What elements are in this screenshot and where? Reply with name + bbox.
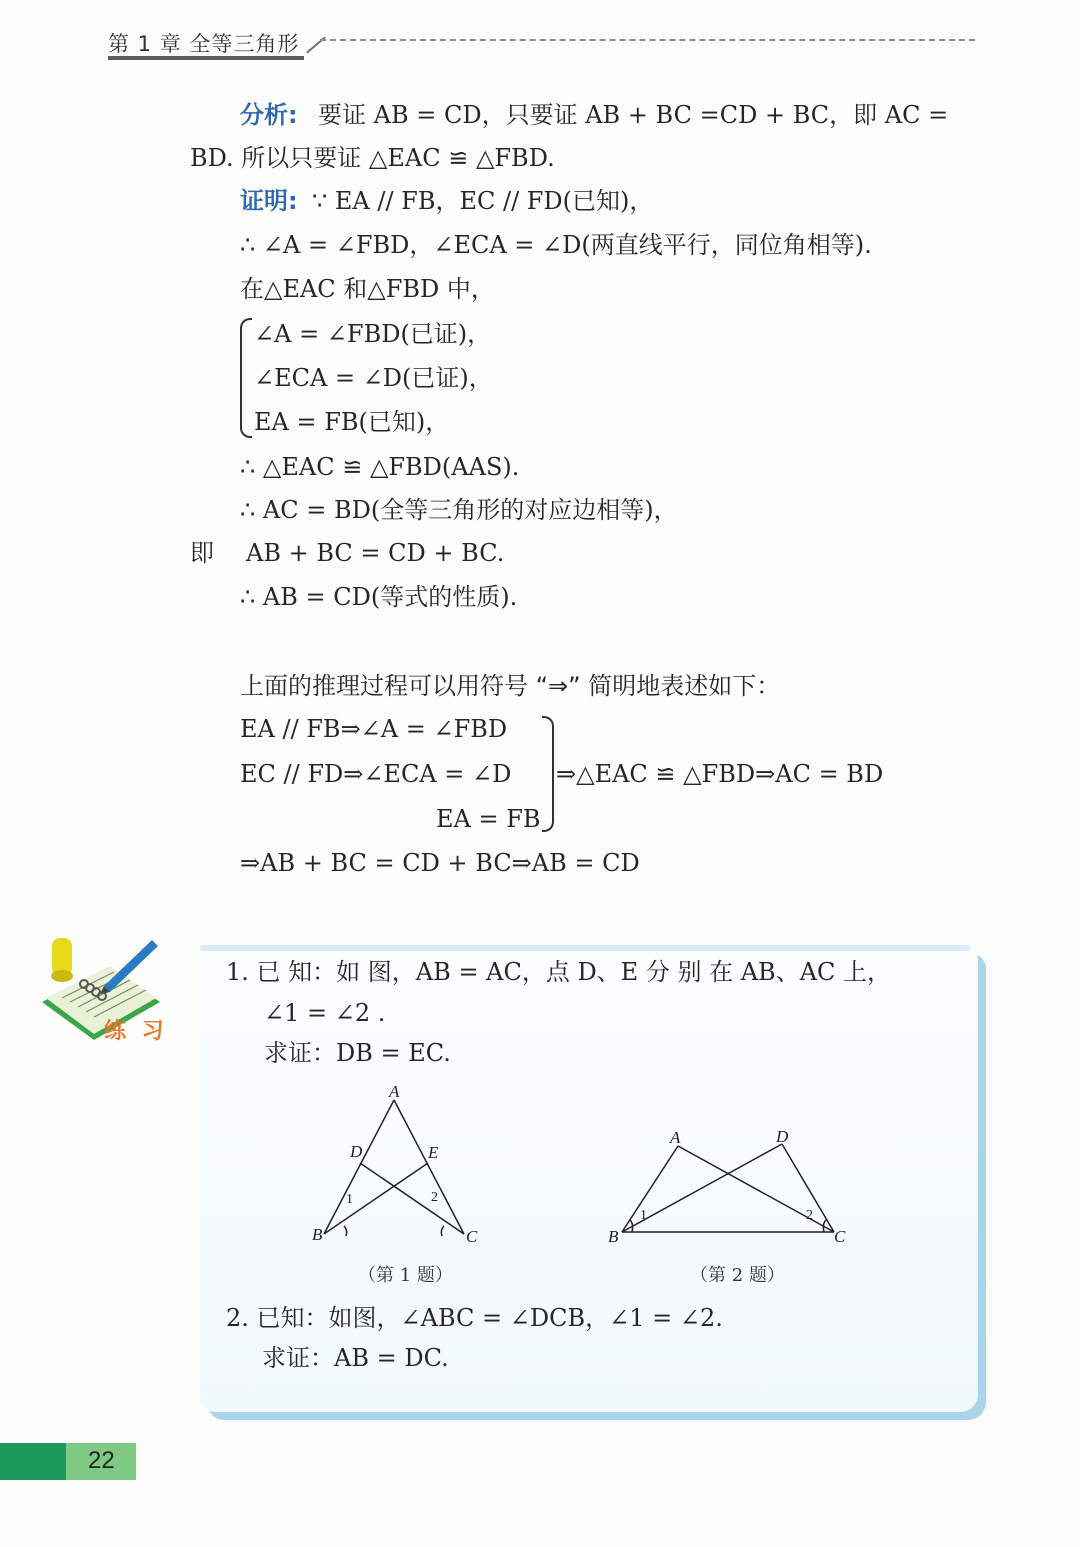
fig1-label-2: 2 [431, 1190, 438, 1205]
page-number-tab-dark [0, 1443, 66, 1480]
symbolic-brace [542, 716, 554, 832]
exercise-box-top-band [200, 945, 970, 951]
header-underline [108, 56, 304, 60]
fig2-side-ab [622, 1146, 678, 1232]
q1-line-2: ∠1 = ∠2 . [264, 999, 386, 1027]
proof-label: 证明: [240, 187, 298, 215]
proof-line-5: ∴ AC = BD(全等三角形的对应边相等)， [240, 496, 678, 524]
proof-brace [240, 318, 252, 438]
header-dashed-rule [320, 39, 975, 41]
symbolic-row-3: EA = FB [436, 805, 541, 833]
fig1-side-ab [324, 1100, 394, 1234]
q1-line-3: 求证：DB = EC. [264, 1039, 451, 1067]
fig1-label-1: 1 [346, 1192, 353, 1207]
fig2-label-c: C [834, 1227, 846, 1246]
fig1-label-a: A [389, 1082, 400, 1101]
fig2-angle-1-mark [630, 1220, 633, 1232]
proof-line-7: ∴ AB = CD(等式的性质). [240, 583, 518, 611]
fig2-label-d: D [776, 1127, 789, 1146]
figure-2-quadrilateral [600, 1120, 860, 1250]
chapter-header: 第 1 章 全等三角形 [108, 32, 300, 56]
fig1-angle-2-mark [441, 1226, 444, 1236]
fig1-label-c: C [466, 1227, 478, 1246]
exercise-tag: 练 习 [104, 1019, 168, 1044]
symbolic-row-1: EA // FB⇒∠A = ∠FBD [240, 715, 508, 743]
proof-brace-line-1: ∠A = ∠FBD(已证)， [254, 320, 492, 348]
analysis-line-1: 要证 AB = CD，只要证 AB + BC =CD + BC，即 AC = [318, 101, 949, 129]
proof-line-6-prefix: 即 [190, 539, 214, 567]
symbolic-intro: 上面的推理过程可以用符号 “⇒” 简明地表述如下： [240, 672, 781, 700]
fig2-label-1: 1 [640, 1208, 647, 1223]
proof-line-6: AB + BC = CD + BC. [246, 539, 505, 567]
symbolic-conclusion: ⇒△EAC ≌ △FBD⇒AC = BD [556, 760, 884, 788]
symbolic-row-2: EC // FD⇒∠ECA = ∠D [240, 760, 512, 788]
figure-1-triangle [300, 1080, 490, 1250]
proof-line-4: ∴ △EAC ≌ △FBD(AAS). [240, 453, 520, 481]
fig2-label-b: B [608, 1227, 619, 1246]
proof-brace-line-2: ∠ECA = ∠D(已证)， [254, 364, 493, 392]
analysis-line-2: BD. 所以只要证 △EAC ≌ △FBD. [190, 144, 555, 172]
q1-line-1: 1. 已 知：如 图，AB = AC，点 D、E 分 别 在 AB、AC 上， [226, 958, 892, 986]
fig1-side-ac [394, 1100, 464, 1234]
fig2-label-a: A [670, 1128, 681, 1147]
fig1-angle-1-mark [344, 1226, 347, 1236]
fig1-label-e: E [428, 1143, 439, 1162]
symbolic-last: ⇒AB + BC = CD + BC⇒AB = CD [240, 849, 640, 877]
proof-brace-line-3: EA = FB(已知)， [254, 408, 450, 436]
page-number: 22 [88, 1447, 115, 1474]
fig2-label-2: 2 [806, 1208, 813, 1223]
q2-line-2: 求证：AB = DC. [262, 1344, 449, 1372]
proof-line-2: ∴ ∠A = ∠FBD，∠ECA = ∠D(两直线平行，同位角相等). [240, 231, 872, 259]
figure-1-caption: （第 1 题） [358, 1265, 453, 1286]
fig1-label-b: B [312, 1225, 323, 1244]
proof-given: ∵ EA // FB，EC // FD(已知)， [312, 187, 654, 215]
proof-line-3: 在△EAC 和△FBD 中， [240, 275, 495, 303]
figure-2-caption: （第 2 题） [690, 1265, 785, 1286]
q2-line-1: 2. 已知：如图，∠ABC = ∠DCB，∠1 = ∠2. [226, 1304, 723, 1332]
fig1-label-d: D [350, 1142, 363, 1161]
analysis-label: 分析: [240, 101, 298, 129]
